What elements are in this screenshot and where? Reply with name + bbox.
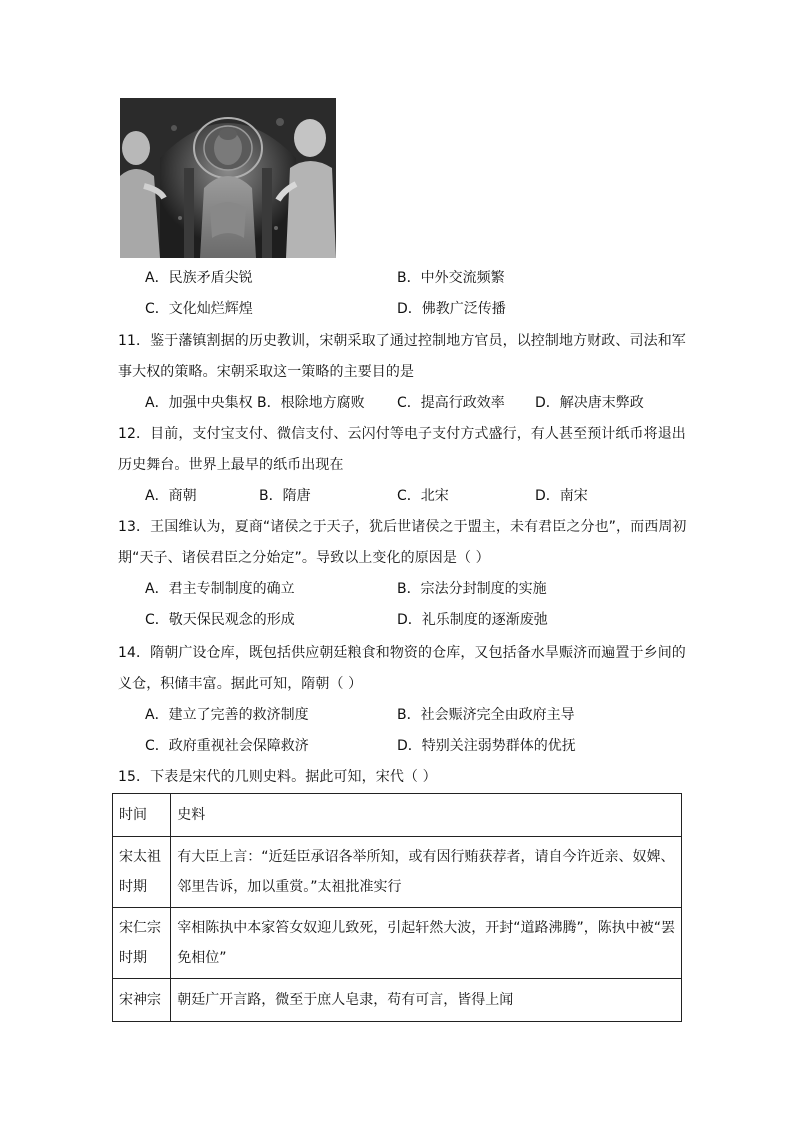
q11-option-ab: A．加强中央集权 B．根除地方腐败	[145, 395, 365, 411]
q11-option-c: C．提高行政效率	[397, 395, 505, 411]
time-line1: 宋仁宗	[119, 920, 161, 936]
table-header-time: 时间	[113, 794, 171, 837]
q12-option-d: D．南宋	[535, 488, 588, 504]
table-row	[113, 908, 682, 979]
q14-option-a: A．建立了完善的救济制度	[145, 707, 309, 723]
q14-option-c: C．政府重视社会保障救济	[145, 738, 309, 754]
time-line2: 时期	[119, 950, 147, 966]
table-cell-time	[113, 908, 171, 979]
source-line2: 免相位”	[177, 950, 227, 966]
q13-option-c: C．敬天保民观念的形成	[145, 612, 295, 628]
q14-stem-line1: 14．隋朝广设仓库，既包括供应朝廷粮食和物资的仓库，又包括备水旱赈济而遍置于乡间的	[118, 645, 686, 661]
q12-stem-line1: 12．目前，支付宝支付、微信支付、云闪付等电子支付方式盛行，有人甚至预计纸币将退出	[118, 426, 686, 442]
q10-option-a: A．民族矛盾尖锐	[145, 270, 253, 286]
time-line1: 宋太祖	[119, 849, 161, 865]
q12-option-b: B．隋唐	[259, 488, 311, 504]
table-cell-source: 朝廷广开言路，微至于庶人皂隶，苟有可言，皆得上闻	[171, 979, 682, 1022]
table-header-row	[113, 794, 682, 837]
q10-option-b: B．中外交流频繁	[397, 270, 505, 286]
q11-stem-line2: 事大权的策略。宋朝采取这一策略的主要目的是	[118, 364, 415, 380]
table-cell-time: 宋神宗	[113, 979, 171, 1022]
q11-stem-line1: 11．鉴于藩镇割据的历史教训，宋朝采取了通过控制地方官员，以控制地方财政、司法和军	[118, 333, 686, 349]
source-line1: 有大臣上言：“近廷臣承诏各举所知，或有因行贿获荐者，请自今许近亲、奴婢、	[177, 849, 675, 865]
table-header-source: 史料	[171, 794, 682, 837]
q15-stem: 15．下表是宋代的几则史料。据此可知，宋代（ ）	[118, 769, 437, 785]
time-line2: 时期	[119, 879, 147, 895]
q10-option-c: C．文化灿烂辉煌	[145, 301, 253, 317]
q12-option-c: C．北宋	[397, 488, 449, 504]
q14-stem-line2: 义仓，积储丰富。据此可知，隋朝（ ）	[118, 676, 363, 692]
q14-option-d: D．特别关注弱势群体的优抚	[397, 738, 576, 754]
q13-stem-line1: 13．王国维认为，夏商“诸侯之于天子，犹后世诸侯之于盟主，未有君臣之分也”，而西周初	[118, 519, 687, 535]
q14-option-b: B．社会赈济完全由政府主导	[397, 707, 575, 723]
table-cell-source	[171, 908, 682, 979]
q11-option-d: D．解决唐末弊政	[535, 395, 644, 411]
q12-stem-line2: 历史舞台。世界上最早的纸币出现在	[118, 457, 344, 473]
q13-stem-line2: 期“天子、诸侯君臣之分始定”。导致以上变化的原因是（ ）	[118, 550, 490, 566]
q13-option-d: D．礼乐制度的逐渐废弛	[397, 612, 548, 628]
table-row	[113, 979, 682, 1022]
source-line2: 邻里告诉，加以重赏。”太祖批准实行	[177, 879, 402, 895]
buddha-statue-photo	[120, 98, 336, 258]
table-row	[113, 837, 682, 908]
q13-option-b: B．宗法分封制度的实施	[397, 581, 547, 597]
source-line1: 宰相陈执中本家笞女奴迎儿致死，引起轩然大波，开封“道路沸腾”，陈执中被“罢	[177, 920, 675, 936]
q10-option-d: D．佛教广泛传播	[397, 301, 506, 317]
q15-source-table	[112, 793, 682, 1022]
q12-option-a: A．商朝	[145, 488, 197, 504]
table-cell-source	[171, 837, 682, 908]
table-cell-time	[113, 837, 171, 908]
q13-option-a: A．君主专制制度的确立	[145, 581, 295, 597]
